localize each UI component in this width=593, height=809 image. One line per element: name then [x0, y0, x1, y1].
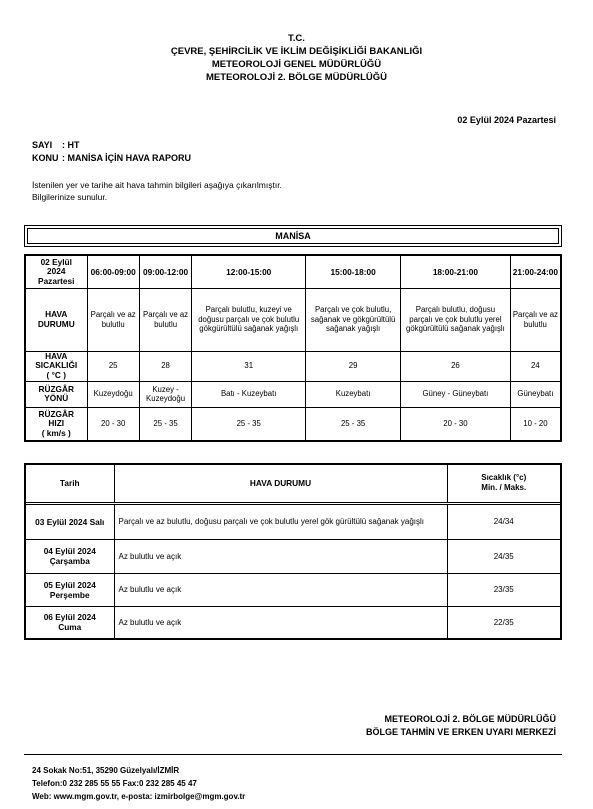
time-header: 15:00-18:00 [306, 255, 401, 288]
weather-column-header: HAVA DURUMU [114, 464, 447, 502]
sayi-line [32, 139, 191, 152]
footer-divider [24, 754, 562, 755]
header-line-regional-directorate: METEOROLOJİ 2. BÖLGE MÜDÜRLÜĞÜ [205, 72, 388, 83]
signature-line-2: BÖLGE TAHMİN VE ERKEN UYARI MERKEZİ [365, 727, 556, 737]
daily-temperature: 24/35 [447, 539, 561, 573]
wind-direction-row [25, 381, 561, 407]
wind-direction-cell: Batı - Kuzeybatı [192, 381, 306, 407]
sayi-label: SAYI [32, 140, 53, 150]
row-label-weather: HAVA DURUMU [25, 288, 87, 351]
hourly-header-row [25, 255, 561, 288]
time-header: 12:00-15:00 [192, 255, 306, 288]
konu-line [32, 152, 191, 165]
wind-speed-cell: 25 - 35 [192, 407, 306, 441]
temperature-cell: 26 [401, 351, 511, 381]
daily-date: 04 Eylül 2024 Çarşamba [25, 539, 114, 573]
time-header: 06:00-09:00 [87, 255, 139, 288]
hourly-forecast-table [24, 254, 562, 442]
document-header [0, 32, 593, 84]
wind-speed-cell: 20 - 30 [87, 407, 139, 441]
daily-header-row [25, 464, 561, 502]
intro-line-1: İstenilen yer ve tarihe ait hava tahmin bilgileri aşağıya çıkarılmıştır. [32, 180, 282, 190]
footer-phone: Telefon:0 232 285 55 55 Fax:0 232 285 45 47 [32, 779, 197, 788]
time-header: 09:00-12:00 [139, 255, 191, 288]
daily-row [25, 504, 561, 539]
weather-cell: Parçalı ve az bulutlu [139, 288, 191, 351]
temperature-cell: 31 [192, 351, 306, 381]
wind-direction-cell: Güneybatı [510, 381, 561, 407]
konu-label: KONU [32, 153, 59, 163]
wind-speed-cell: 25 - 35 [139, 407, 191, 441]
daily-date: 05 Eylül 2024 Perşembe [25, 573, 114, 606]
hourly-date-header: 02 Eylül 2024 Pazartesi [25, 255, 87, 288]
time-header: 21:00-24:00 [510, 255, 561, 288]
daily-weather: Az bulutlu ve açık [114, 606, 447, 639]
signature-block [366, 713, 556, 739]
date-column-header: Tarih [25, 464, 114, 502]
intro-text [32, 179, 282, 203]
weather-cell: Parçalı ve az bulutlu [510, 288, 561, 351]
time-header: 18:00-21:00 [401, 255, 511, 288]
temperature-cell: 29 [306, 351, 401, 381]
city-title-box [24, 225, 562, 247]
daily-weather: Parçalı ve az bulutlu, doğusu parçalı ve çok bulutlu yerel gök gürültülü sağanak yağışlı [114, 504, 447, 539]
weather-cell: Parçalı bulutlu, doğusu parçalı ve çok bulutlu yerel gökgürültülü sağanak yağışlı [401, 288, 511, 351]
weather-cell: Parçalı ve çok bulutlu, sağanak ve gökgürültülü sağanak yağışlı [306, 288, 401, 351]
header-line-general-directorate: METEOROLOJİ GENEL MÜDÜRLÜĞÜ [211, 59, 382, 70]
weather-cell: Parçalı ve az bulutlu [87, 288, 139, 351]
signature-line-1: METEOROLOJİ 2. BÖLGE MÜDÜRLÜĞÜ [384, 714, 556, 724]
report-date: 02 Eylül 2024 Pazartesi [457, 115, 556, 125]
wind-direction-cell: Kuzeydoğu [87, 381, 139, 407]
wind-direction-cell: Güney - Güneybatı [401, 381, 511, 407]
konu-value: : MANİSA İÇİN HAVA RAPORU [62, 153, 191, 163]
daily-date: 06 Eylül 2024 Cuma [25, 606, 114, 639]
daily-date: 03 Eylül 2024 Salı [25, 504, 114, 539]
weather-row [25, 288, 561, 351]
temperature-cell: 28 [139, 351, 191, 381]
daily-row [25, 573, 561, 606]
wind-direction-cell: Kuzeybatı [306, 381, 401, 407]
daily-weather: Az bulutlu ve açık [114, 539, 447, 573]
row-label-wind-speed: RÜZGÂR HIZI ( km/s ) [25, 407, 87, 441]
header-line-tc: T.C. [288, 33, 305, 44]
temperature-row [25, 351, 561, 381]
daily-temperature: 23/35 [447, 573, 561, 606]
footer-address: 24 Sokak No:51, 35290 Güzelyalı/İZMİR [32, 766, 180, 775]
footer [32, 764, 245, 803]
wind-speed-cell: 20 - 30 [401, 407, 511, 441]
weather-cell: Parçalı bulutlu, kuzeyi ve doğusu parçalı ve çok bulutlu gökgürültülü sağanak yağışlı [192, 288, 306, 351]
wind-speed-cell: 10 - 20 [510, 407, 561, 441]
daily-row [25, 606, 561, 639]
report-meta [32, 139, 191, 165]
footer-web: Web: www.mgm.gov.tr, e-posta: izmirbolge@mgm.gov.tr [32, 792, 246, 801]
row-label-temperature: HAVA SICAKLIĞI ( °C ) [25, 351, 87, 381]
header-line-ministry: ÇEVRE, ŞEHİRCİLİK VE İKLİM DEĞİŞİKLİĞİ BAKANLIĞI [170, 46, 423, 57]
row-label-wind-direction: RÜZGÂR YÖNÜ [25, 381, 87, 407]
wind-direction-cell: Kuzey - Kuzeydoğu [139, 381, 191, 407]
daily-temperature: 22/35 [447, 606, 561, 639]
city-title: MANİSA [27, 228, 559, 244]
daily-forecast-table [24, 463, 562, 640]
daily-weather: Az bulutlu ve açık [114, 573, 447, 606]
temperature-column-header: Sıcaklık (°c) Min. / Maks. [447, 464, 561, 502]
intro-line-2: Bilgilerinize sunulur. [32, 192, 108, 202]
wind-speed-row [25, 407, 561, 441]
wind-speed-cell: 25 - 35 [306, 407, 401, 441]
temperature-cell: 25 [87, 351, 139, 381]
daily-row [25, 539, 561, 573]
temperature-cell: 24 [510, 351, 561, 381]
sayi-value: : HT [62, 140, 80, 150]
daily-temperature: 24/34 [447, 504, 561, 539]
